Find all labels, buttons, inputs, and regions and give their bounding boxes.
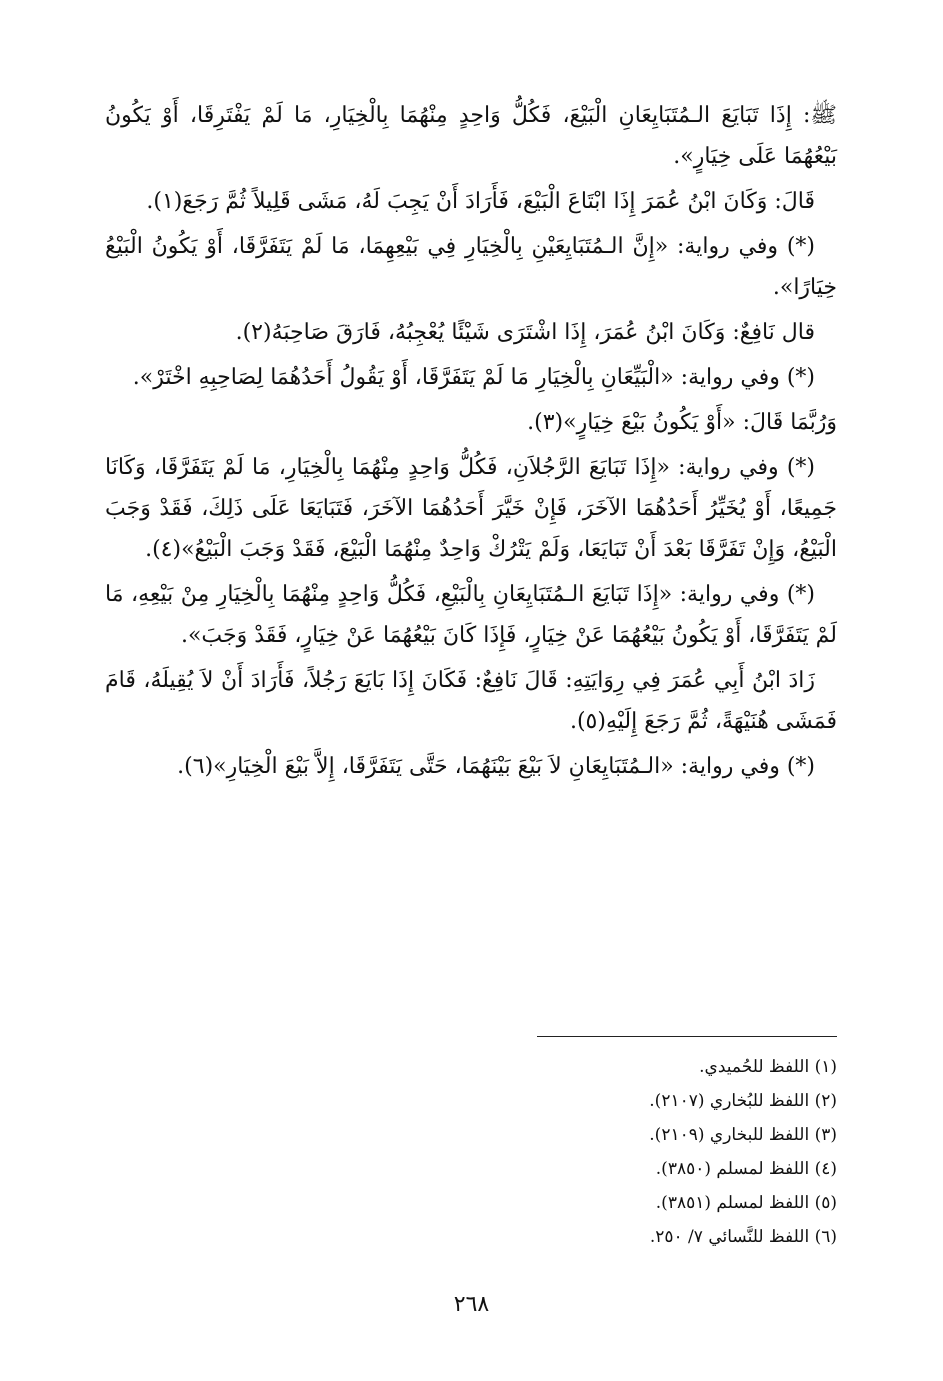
variant-paragraph: (*) وفي رواية: «إِذَا تَبَايَعَ الرَّجُلاَنِ، فَكُلُّ وَاحِدٍ مِنْهُمَا بِالْخِيَارِ، مَا لَمْ يَتَفَرَّقَا، وَكَانَا جَمِيعًا، أَوْ يُخَيِّرُ أَحَدُهُمَا الآخَرَ، فَإِنْ خَيَّرَ أَحَدُهُمَا الآخَرَ، فَتَبَايَعَا عَلَى ذَلِكَ، فَقَدْ وَجَبَ الْبَيْعُ، وَإِنْ تَفَرَّقَا بَعْدَ أَنْ تَبَايَعَا، وَلَمْ يَتْرُكْ وَاحِدٌ مِنْهُمَا الْبَيْعَ، فَقَدْ وَجَبَ الْبَيْعُ»(٤). xyxy=(105,455,837,562)
footnotes xyxy=(337,1050,837,1254)
footnote-item: (٤) اللفظ لمسلم (٣٨٥٠). xyxy=(655,1159,837,1179)
footnote-item: (٢) اللفظ للبُخاري (٢١٠٧). xyxy=(649,1091,837,1111)
main-text xyxy=(105,95,837,791)
narration-paragraph: قَالَ: وَكَانَ ابْنُ عُمَرَ إِذَا ابْتَاعَ الْبَيْعَ، فَأَرَادَ أَنْ يَجِبَ لَهُ، مَشَى قَلِيلاً ثُمَّ رَجَعَ(١). xyxy=(146,189,815,214)
footnote-item: (١) اللفظ للحُميدي. xyxy=(699,1057,837,1077)
footnote-item: (٣) اللفظ للبخاري (٢١٠٩). xyxy=(649,1125,837,1145)
footnote-item: (٦) اللفظ للنَّسائي ٧/ ٢٥٠. xyxy=(649,1227,837,1247)
narration-paragraph: زَادَ ابْنُ أَبِي عُمَرَ فِي رِوَايَتِهِ: قَالَ نَافِعٌ: فَكَانَ إِذَا بَايَعَ رَجُلاً، فَأَرَادَ أَنْ لاَ يُقِيلَهُ، قَامَ فَمَشَى هُنَيْهَةً، ثُمَّ رَجَعَ إِلَيْهِ(٥). xyxy=(105,668,837,734)
variant-paragraph: (*) وفي رواية: «إِذَا تَبَايَعَ الـمُتَبَايِعَانِ بِالْبَيْعِ، فَكُلُّ وَاحِدٍ مِنْهُمَا بِالْخِيَارِ مِنْ بَيْعِهِ، مَا لَمْ يَتَفَرَّقَا، أَوْ يَكُونُ بَيْعُهُمَا عَنْ خِيَارٍ، فَإِذَا كَانَ بَيْعُهُمَا عَنْ خِيَارٍ، فَقَدْ وَجَبَ». xyxy=(105,582,837,648)
hadith-paragraph: ﷺ: إِذَا تَبَايَعَ الـمُتَبَايِعَانِ الْبَيْعَ، فَكُلُّ وَاحِدٍ مِنْهُمَا بِالْخِيَارِ، مَا لَمْ يَفْتَرِقَا، أَوْ يَكُونُ بَيْعُهُمَا عَلَى خِيَارٍ». xyxy=(105,103,837,169)
page-number: ٢٦٨ xyxy=(453,1292,490,1317)
footnote-item: (٥) اللفظ لمسلم (٣٨٥١). xyxy=(655,1193,837,1213)
narration-paragraph: قال نَافِعٌ: وَكَانَ ابْنُ عُمَرَ، إِذَا اشْتَرَى شَيْئًا يُعْجِبُهُ، فَارَقَ صَاحِبَهُ(٢). xyxy=(235,320,815,345)
variant-paragraph: (*) وفي رواية: «الْبَيِّعَانِ بِالْخِيَارِ مَا لَمْ يَتَفَرَّقَا، أَوْ يَقُولُ أَحَدُهُمَا لِصَاحِبِهِ اخْتَرْ». xyxy=(132,365,815,390)
variant-paragraph: (*) وفي رواية: «إِنَّ الـمُتَبَايِعَيْنِ بِالْخِيَارِ فِي بَيْعِهِمَا، مَا لَمْ يَتَفَرَّقَا، أَوْ يَكُونُ الْبَيْعُ خِيَارًا». xyxy=(105,234,837,300)
narration-paragraph: وَرُبَّمَا قَالَ: «أَوْ يَكُونُ بَيْعَ خِيَارٍ»(٣). xyxy=(527,410,837,435)
variant-paragraph: (*) وفي رواية: «الـمُتَبَايِعَانِ لاَ بَيْعَ بَيْنَهُمَا، حَتَّى يَتَفَرَّقَا، إِلاَّ بَيْعَ الْخِيَارِ»(٦). xyxy=(177,754,815,779)
footnote-separator xyxy=(537,1036,837,1037)
